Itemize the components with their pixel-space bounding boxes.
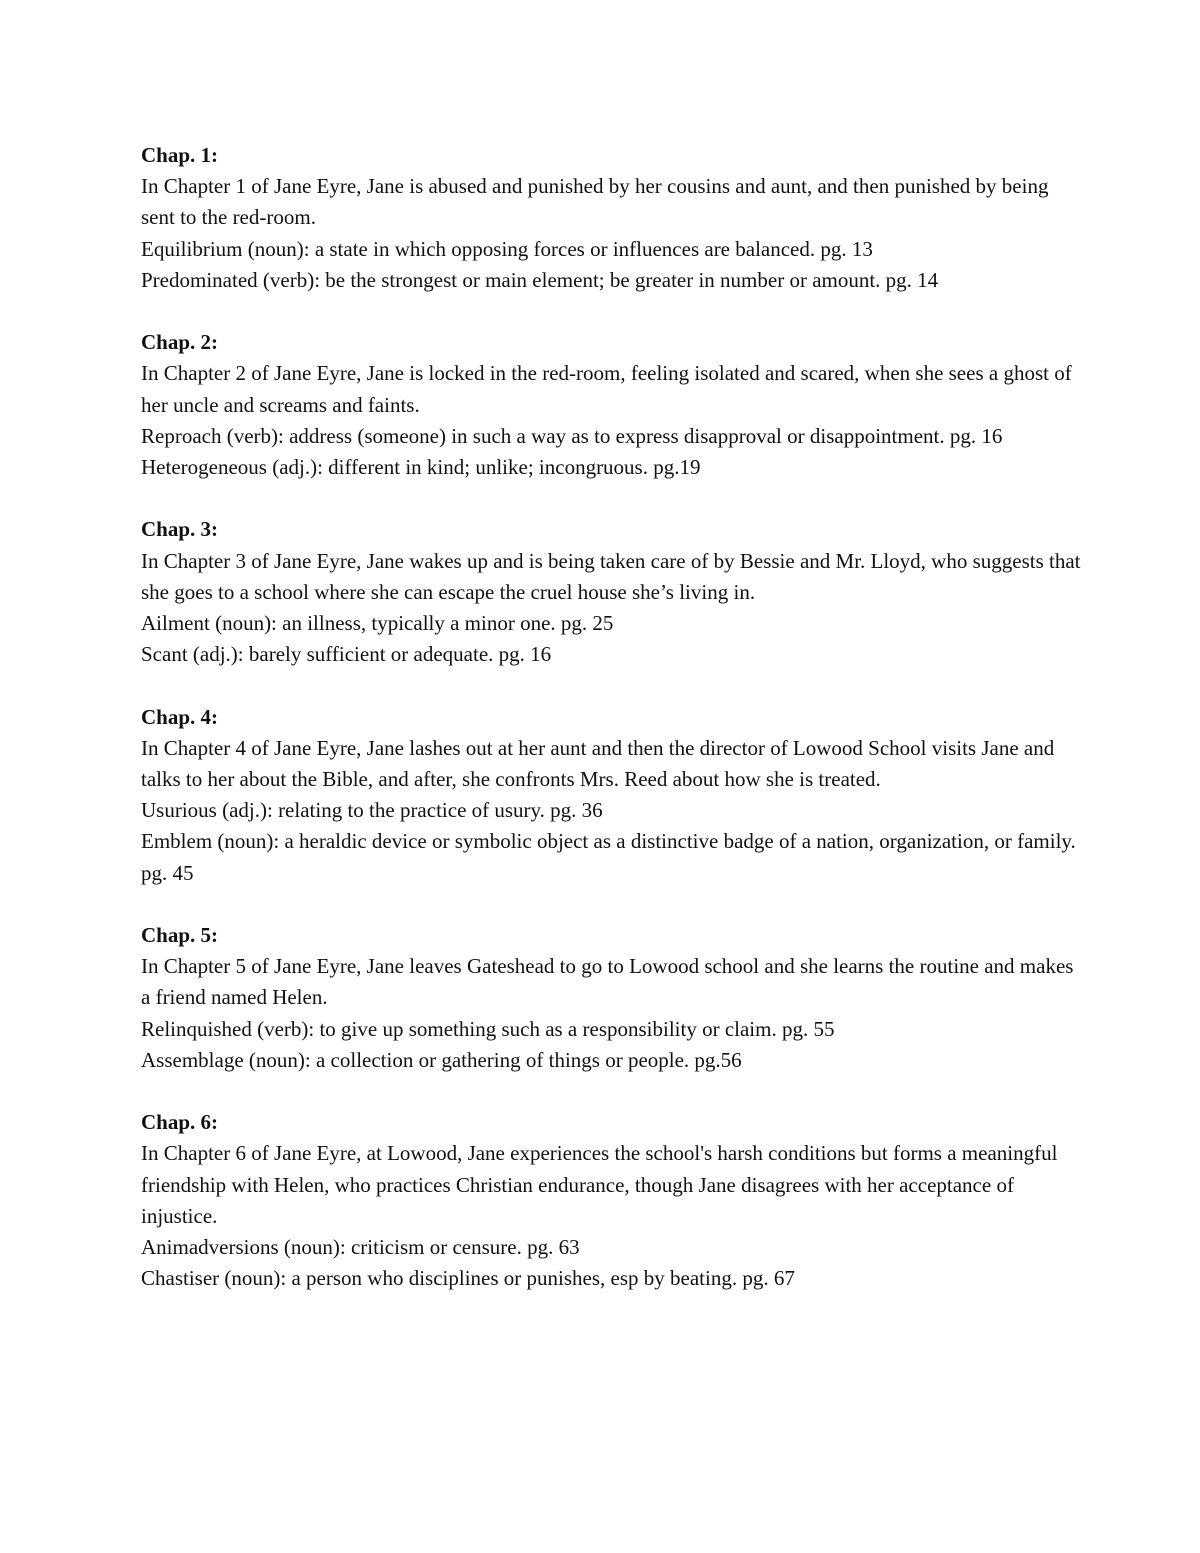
- document-page: [141, 140, 1081, 1326]
- chapter-title: Chap. 6:: [141, 1110, 219, 1135]
- vocab-entry: Emblem (noun): a heraldic device or symbolic object as a distinctive badge of a nation, organization, or family. pg. 45: [141, 829, 1076, 885]
- chapter-title: Chap. 3:: [141, 517, 219, 542]
- vocab-entry: Heterogeneous (adj.): different in kind; unlike; incongruous. pg.19: [141, 455, 701, 480]
- chapter-summary: In Chapter 4 of Jane Eyre, Jane lashes out at her aunt and then the director of Lowood School visits Jane and talks to her about the Bible, and after, she confronts Mrs. Reed about how she is treated.: [141, 735, 1055, 792]
- chapter-3: [141, 514, 1081, 670]
- vocab-entry: Scant (adj.): barely sufficient or adequate. pg. 16: [141, 642, 552, 667]
- vocab-entry: Ailment (noun): an illness, typically a minor one. pg. 25: [141, 611, 614, 636]
- chapter-1: [141, 140, 1081, 296]
- chapter-title: Chap. 1:: [141, 143, 219, 167]
- chapter-4: [141, 702, 1081, 889]
- vocab-entry: Equilibrium (noun): a state in which opposing forces or influences are balanced. pg. 13: [141, 236, 873, 261]
- vocab-entry: Usurious (adj.): relating to the practice of usury. pg. 36: [141, 798, 603, 823]
- chapter-summary: In Chapter 2 of Jane Eyre, Jane is locked in the red-room, feeling isolated and scared, when she sees a ghost of her uncle and screams and faints.: [141, 361, 1072, 417]
- vocab-entry: Relinquished (verb): to give up something such as a responsibility or claim. pg. 55: [141, 1016, 835, 1041]
- vocab-entry: Animadversions (noun): criticism or censure. pg. 63: [141, 1235, 580, 1260]
- chapter-summary: In Chapter 5 of Jane Eyre, Jane leaves Gateshead to go to Lowood school and she learns the routine and makes a friend named Helen.: [141, 954, 1074, 1010]
- vocab-entry: Assemblage (noun): a collection or gathering of things or people. pg.56: [141, 1047, 742, 1072]
- vocab-entry: Chastiser (noun): a person who disciplines or punishes, esp by beating. pg. 67: [141, 1266, 795, 1291]
- chapter-summary: In Chapter 1 of Jane Eyre, Jane is abused and punished by her cousins and aunt, and then punished by being sent to the red-room.: [141, 174, 1049, 230]
- chapter-6: [141, 1107, 1081, 1294]
- chapter-summary: In Chapter 6 of Jane Eyre, at Lowood, Jane experiences the school's harsh conditions but forms a meaningful friendship with Helen, who practices Christian endurance, though Jane disagrees with her acceptance of injustice.: [141, 1141, 1058, 1228]
- vocab-entry: Predominated (verb): be the strongest or main element; be greater in number or amount. pg. 14: [141, 267, 939, 292]
- chapter-2: [141, 327, 1081, 483]
- vocab-entry: Reproach (verb): address (someone) in such a way as to express disapproval or disappointment. pg. 16: [141, 423, 1003, 448]
- chapter-summary: In Chapter 3 of Jane Eyre, Jane wakes up and is being taken care of by Bessie and Mr. Lloyd, who suggests that she goes to a school where she can escape the cruel house she’s living in.: [141, 548, 1081, 604]
- chapter-5: [141, 920, 1081, 1076]
- chapter-title: Chap. 5:: [141, 923, 219, 948]
- chapter-title: Chap. 4:: [141, 704, 219, 729]
- chapter-title: Chap. 2:: [141, 330, 219, 355]
